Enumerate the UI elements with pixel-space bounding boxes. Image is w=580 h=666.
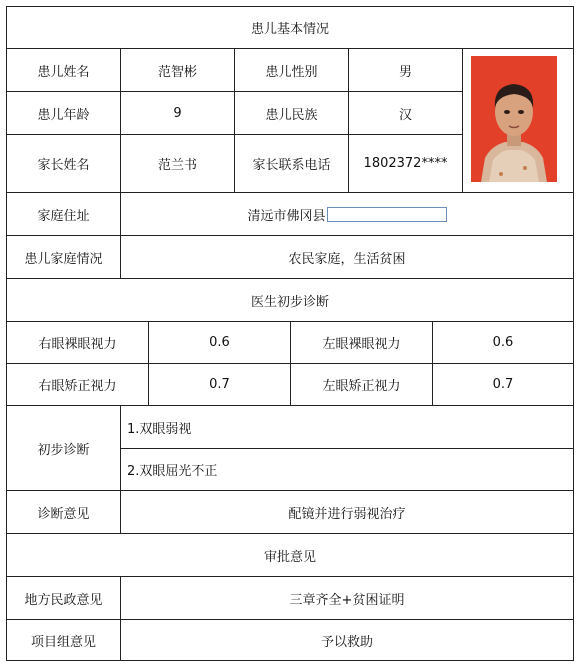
opinion-value-text: 配镜并进行弱视治疗 xyxy=(288,506,406,522)
address-label xyxy=(6,192,121,236)
civil-value xyxy=(120,576,574,620)
prelim-item-2-text: 2.双眼屈光不正 xyxy=(127,464,218,479)
ethnicity-value-text: 汉 xyxy=(398,107,412,123)
right-corrected-value xyxy=(148,363,291,406)
right-corrected-value-text: 0.7 xyxy=(209,377,230,392)
parent-label-text: 家长姓名 xyxy=(37,158,90,173)
photo-cell xyxy=(462,48,574,193)
right-corrected-label xyxy=(6,363,149,406)
phone-value-text: 1802372**** xyxy=(363,156,448,171)
opinion-value xyxy=(120,490,574,534)
left-corrected-value-text: 0.7 xyxy=(492,377,514,392)
parent-label xyxy=(6,134,121,193)
left-corrected-label xyxy=(290,363,433,406)
name-value-text: 范智彬 xyxy=(157,64,197,80)
ethnicity-label xyxy=(234,91,349,135)
right-corrected-label-text: 右眼矫正视力 xyxy=(38,379,117,394)
name-label xyxy=(6,48,121,92)
prelim-item-2 xyxy=(120,448,574,491)
family-label xyxy=(6,235,121,279)
gender-value-text: 男 xyxy=(398,64,412,80)
civil-label-text: 地方民政意见 xyxy=(24,592,103,608)
left-naked-value xyxy=(432,321,574,364)
parent-value-text: 范兰书 xyxy=(157,158,197,173)
prelim-item-1 xyxy=(120,405,574,449)
opinion-label xyxy=(6,490,121,534)
civil-label xyxy=(6,576,121,620)
phone-value xyxy=(348,134,463,193)
address-value xyxy=(120,192,574,236)
gender-label xyxy=(234,48,349,92)
opinion-label-text: 诊断意见 xyxy=(37,506,90,522)
project-label-text: 项目组意见 xyxy=(30,634,96,650)
family-label-text: 患儿家庭情况 xyxy=(24,251,103,267)
left-naked-label-text: 左眼裸眼视力 xyxy=(322,337,401,352)
right-naked-label-text: 右眼裸眼视力 xyxy=(38,337,117,352)
diagnosis-section-title xyxy=(6,278,574,322)
age-value xyxy=(120,91,235,135)
prelim-label xyxy=(6,405,121,491)
right-naked-value-text: 0.6 xyxy=(209,335,230,350)
age-label xyxy=(6,91,121,135)
left-naked-label xyxy=(290,321,433,364)
name-value xyxy=(120,48,235,92)
ethnicity-label-text: 患儿民族 xyxy=(265,107,318,123)
age-label-text: 患儿年龄 xyxy=(37,107,90,123)
right-naked-value xyxy=(148,321,291,364)
left-corrected-label-text: 左眼矫正视力 xyxy=(322,379,401,394)
phone-label xyxy=(234,134,349,193)
left-naked-value-text: 0.6 xyxy=(492,335,514,350)
project-label xyxy=(6,619,121,661)
patient-photo-image xyxy=(471,56,557,182)
patient-photo xyxy=(471,56,557,182)
approval-section-title xyxy=(6,533,574,577)
prelim-label-text: 初步诊断 xyxy=(37,442,90,458)
age-value-text: 9 xyxy=(173,105,182,121)
approval-section-title-text: 审批意见 xyxy=(263,549,316,565)
gender-label-text: 患儿性别 xyxy=(265,64,318,80)
form-title xyxy=(6,6,574,49)
address-label-text: 家庭住址 xyxy=(37,208,90,224)
civil-value-text: 三章齐全+贫困证明 xyxy=(289,592,405,608)
parent-value xyxy=(120,134,235,193)
diagnosis-section-title-text: 医生初步诊断 xyxy=(250,294,329,310)
family-value-text: 农民家庭，生活贫困 xyxy=(288,251,406,267)
family-value xyxy=(120,235,574,279)
ethnicity-value xyxy=(348,91,463,135)
address-detail-input[interactable] xyxy=(327,207,447,222)
gender-value xyxy=(348,48,463,92)
patient-info-form xyxy=(6,6,574,661)
address-value-text: 清远市佛冈县 xyxy=(247,208,326,224)
name-label-text: 患儿姓名 xyxy=(37,64,90,80)
phone-label-text: 家长联系电话 xyxy=(252,158,331,173)
left-corrected-value xyxy=(432,363,574,406)
right-naked-label xyxy=(6,321,149,364)
project-value xyxy=(120,619,574,661)
prelim-item-1-text: 1.双眼弱视 xyxy=(127,421,192,437)
form-title-text: 患儿基本情况 xyxy=(250,22,329,37)
project-value-text: 予以救助 xyxy=(320,634,373,650)
